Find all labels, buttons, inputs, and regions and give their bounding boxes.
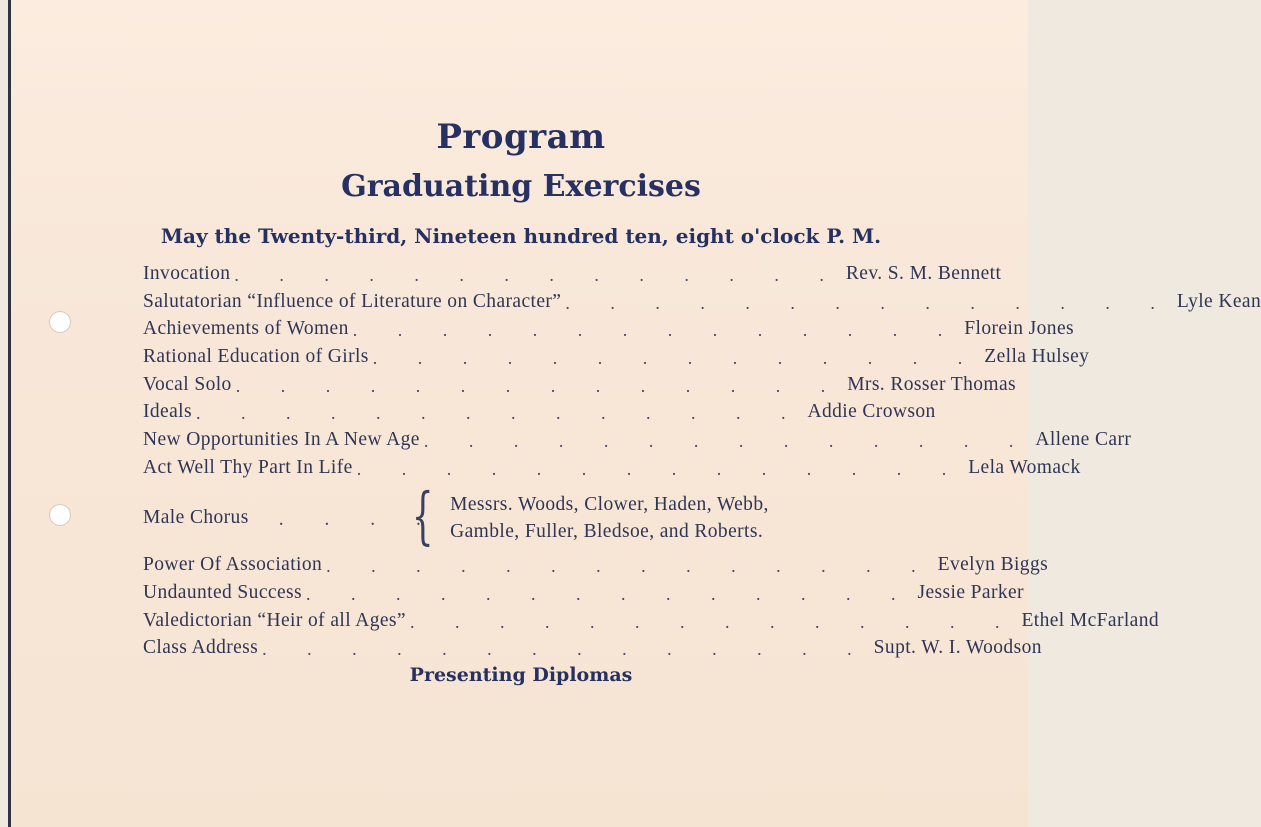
dot-leader: . . . . . . . . . . . . . .: [565, 292, 1173, 313]
program-performer: Rev. S. M. Bennett: [845, 262, 1002, 284]
dot-leader: . . . . . . . . . . . . . .: [195, 403, 804, 424]
curly-brace-icon: {: [411, 478, 434, 552]
program-row: [143, 552, 1049, 580]
program-item: Class Address: [143, 637, 259, 659]
program-row: [143, 260, 1002, 288]
dot-leader: . . . . . . . . . . . . . .: [262, 639, 870, 660]
dot-leader: . . . . . . . . . . . . . .: [409, 611, 1018, 632]
program-performer: Florein Jones: [964, 318, 1075, 340]
program-title: Program: [436, 117, 606, 157]
program-performer: Ethel McFarland: [1021, 609, 1160, 631]
program-item: New Opportunities In A New Age: [143, 428, 420, 450]
program-performer: Evelyn Biggs: [937, 554, 1049, 576]
program-date-line: May the Twenty-third, Nineteen hundred ten, eight o'clock P. M.: [160, 224, 882, 248]
program-item: Male Chorus: [143, 506, 249, 528]
presenting-diplomas: Presenting Diplomas: [409, 664, 633, 686]
dot-leader: . . . . . . . . . . . . . .: [352, 320, 961, 341]
program-item: Invocation: [143, 262, 231, 284]
program-row: [143, 426, 1132, 454]
program-row: [143, 607, 1160, 635]
program-performer: Lyle Kean: [1176, 290, 1261, 312]
program-list: [143, 260, 1261, 662]
program-item: Undaunted Success: [143, 582, 302, 604]
program-row: [143, 635, 1042, 663]
dot-leader: . . . .: [278, 508, 439, 530]
dot-leader: . . . . . . . . . . . . . .: [356, 458, 965, 479]
dot-leader: . . . . . . . . . . . . . .: [234, 264, 842, 285]
punch-hole-bottom: [49, 504, 71, 526]
program-subtitle: Graduating Exercises: [341, 169, 701, 204]
program-performer: Lela Womack: [968, 456, 1081, 478]
program-row: [143, 579, 1024, 607]
program-item: Ideals: [143, 401, 192, 423]
program-row: [143, 398, 936, 426]
program-item: Act Well Thy Part In Life: [143, 456, 353, 478]
chorus-members-line: Gamble, Fuller, Bledsoe, and Roberts.: [450, 520, 764, 542]
program-performer: Addie Crowson: [807, 401, 936, 423]
program-performer: Zella Hulsey: [984, 345, 1090, 367]
program-item: Valedictorian “Heir of all Ages”: [143, 609, 406, 631]
program-row: [143, 315, 1075, 343]
program-performer: Mrs. Rosser Thomas: [847, 373, 1016, 395]
dot-leader: . . . . . . . . . . . . . .: [235, 375, 844, 396]
program-performer: Supt. W. I. Woodson: [873, 637, 1042, 659]
program-item: Salutatorian “Influence of Literature on Character”: [143, 290, 562, 312]
program-row: [143, 343, 1090, 371]
male-chorus-row: [143, 478, 911, 552]
program-item: Power Of Association: [143, 554, 323, 576]
program-row: [143, 288, 1261, 316]
chorus-members: [450, 491, 911, 545]
chorus-members-line: Messrs. Woods, Clower, Haden, Webb,: [450, 493, 769, 515]
program-row: [143, 371, 1016, 399]
dot-leader: . . . . . . . . . . . . . .: [326, 556, 934, 577]
dot-leader: . . . . . . . . . . . . . .: [423, 430, 1032, 451]
program-item: Achievements of Women: [143, 318, 349, 340]
dot-leader: . . . . . . . . . . . . . .: [305, 584, 914, 605]
program-performer: Allene Carr: [1035, 428, 1132, 450]
punch-hole-top: [49, 311, 71, 333]
program-row: [143, 454, 1081, 482]
dot-leader: . . . . . . . . . . . . . .: [372, 347, 981, 368]
program-page: [8, 0, 1261, 827]
program-item: Rational Education of Girls: [143, 345, 369, 367]
program-item: Vocal Solo: [143, 373, 232, 395]
program-performer: Jessie Parker: [917, 582, 1024, 604]
